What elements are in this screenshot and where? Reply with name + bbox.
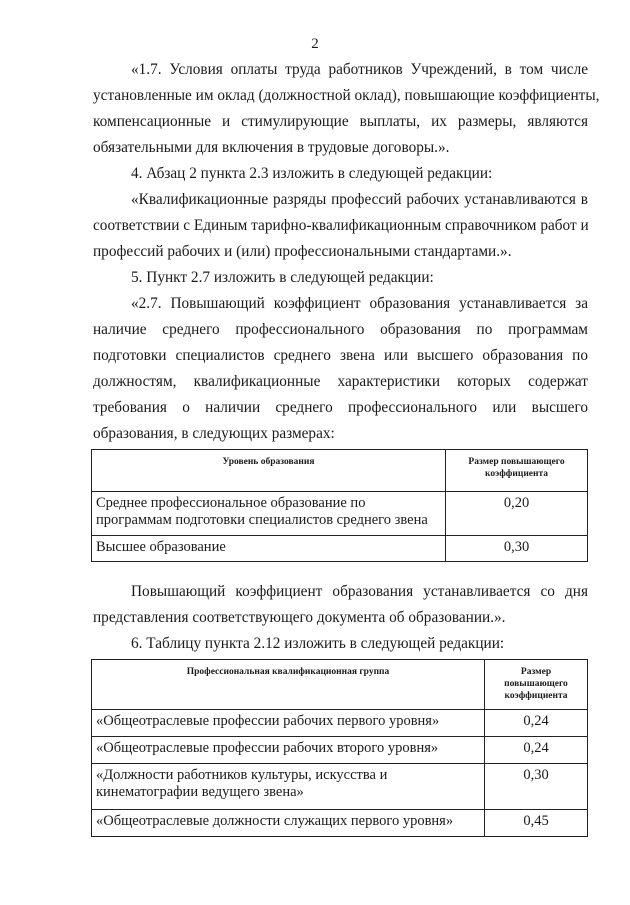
table-row <box>92 737 588 764</box>
para1-line-1: «1.7. Условия оплаты труда работников Учреждений, в том числе <box>131 61 588 78</box>
table-row <box>92 764 588 810</box>
para1-line-3: компенсационные и стимулирующие выплаты, их размеры, являются <box>93 113 588 130</box>
table-cell: Высшее образование <box>92 536 446 562</box>
item-4: 4. Абзац 2 пункта 2.3 изложить в следующей редакции: <box>131 165 493 182</box>
table-cell: 0,24 <box>485 710 588 737</box>
para2-line-1: «Квалификационные разряды профессий рабочих устанавливаются в <box>131 191 588 208</box>
table-header-cell: Уровень образования <box>92 450 446 492</box>
para3-line-4: должностям, квалификационные характеристики которых содержат <box>93 373 588 390</box>
table-row <box>92 536 588 562</box>
para2-line-2: соответствии с Единым тарифно-квалификационным справочником работ и <box>93 217 589 234</box>
para3-line-3: подготовки специалистов среднего звена или высшего образования по <box>93 347 588 364</box>
table-cell: «Общеотраслевые должности служащих первого уровня» <box>92 810 485 837</box>
table-header-cell: Размер повышающего коэффициента <box>485 660 588 710</box>
table-cell: «Должности работников культуры, искусства и кинематографии ведущего звена» <box>92 764 485 810</box>
table-cell: «Общеотраслевые профессии рабочих первого уровня» <box>92 710 485 737</box>
education-coefficient-table <box>91 449 588 562</box>
para1-line-4: обязательными для включения в трудовые договоры.». <box>93 139 450 156</box>
table-cell: 0,45 <box>485 810 588 837</box>
table-cell: «Общеотраслевые профессии рабочих второго уровня» <box>92 737 485 764</box>
table-cell: 0,20 <box>446 492 588 536</box>
para4-line-1: Повышающий коэффициент образования устанавливается со дня <box>131 583 588 600</box>
para3-line-1: «2.7. Повышающий коэффициент образования устанавливается за <box>131 295 588 312</box>
table-header-cell: Размер повышающего коэффициента <box>446 450 588 492</box>
table-cell: 0,30 <box>485 764 588 810</box>
table-cell: 0,30 <box>446 536 588 562</box>
para3-line-2: наличие среднего профессионального образования по программам <box>93 321 588 338</box>
para3-line-5: требования о наличии среднего профессионального или высшего <box>93 399 588 416</box>
table-header-row <box>92 450 588 492</box>
qualification-group-table <box>91 659 588 837</box>
para3-line-6: образования, в следующих размерах: <box>93 425 335 442</box>
page-number: 2 <box>311 36 319 52</box>
table-cell: Среднее профессиональное образование по программам подготовки специалистов среднего звена <box>92 492 446 536</box>
table-row <box>92 710 588 737</box>
table-row <box>92 810 588 837</box>
item-5: 5. Пункт 2.7 изложить в следующей редакции: <box>131 269 434 286</box>
table-header-cell: Профессиональная квалификационная группа <box>92 660 485 710</box>
para1-line-2: установленные им оклад (должностной оклад), повышающие коэффициенты, <box>93 87 600 104</box>
para2-line-3: профессий рабочих и (или) профессиональными стандартами.». <box>93 243 512 260</box>
table-header-row <box>92 660 588 710</box>
para4-line-2: представления соответствующего документа об образовании.». <box>93 609 506 626</box>
table-row <box>92 492 588 536</box>
table-cell: 0,24 <box>485 737 588 764</box>
item-6: 6. Таблицу пункта 2.12 изложить в следующей редакции: <box>131 635 505 652</box>
